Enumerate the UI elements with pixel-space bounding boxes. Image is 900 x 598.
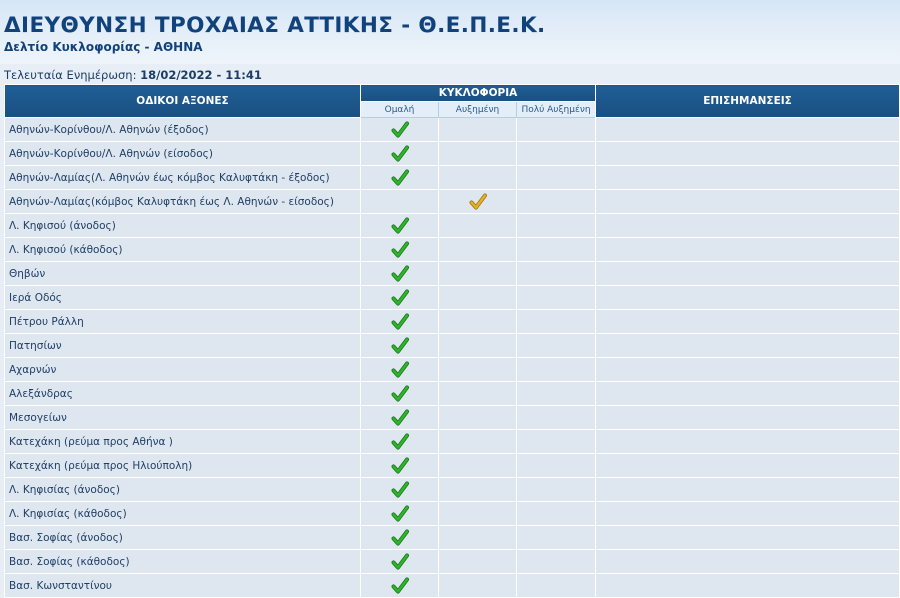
traffic-cell-very-increased — [517, 262, 596, 286]
green-check-icon — [391, 337, 409, 355]
table-row — [5, 382, 900, 406]
notes-cell — [596, 262, 900, 286]
road-axis-name: Λ. Κηφισίας (άνοδος) — [5, 478, 361, 502]
traffic-cell-very-increased — [517, 310, 596, 334]
notes-cell — [596, 142, 900, 166]
table-row — [5, 238, 900, 262]
green-check-icon — [391, 457, 409, 475]
table-row — [5, 190, 900, 214]
notes-cell — [596, 286, 900, 310]
last-update-label: Τελευταία Ενημέρωση: — [4, 68, 137, 82]
green-check-icon — [391, 577, 409, 595]
level-header-increased: Αυξημένη — [439, 102, 517, 118]
traffic-cell-normal — [361, 190, 439, 214]
traffic-cell-normal — [361, 166, 439, 190]
traffic-cell-very-increased — [517, 358, 596, 382]
column-header-notes: ΕΠΙΣΗΜΑΝΣΕΙΣ — [596, 85, 900, 118]
traffic-cell-normal — [361, 358, 439, 382]
table-row — [5, 310, 900, 334]
road-axis-name: Αθηνών-Κορίνθου/Λ. Αθηνών (είσοδος) — [5, 142, 361, 166]
traffic-cell-normal — [361, 214, 439, 238]
traffic-cell-very-increased — [517, 454, 596, 478]
notes-cell — [596, 238, 900, 262]
green-check-icon — [391, 289, 409, 307]
traffic-cell-increased — [439, 454, 517, 478]
table-row — [5, 142, 900, 166]
road-axis-name: Αθηνών-Κορίνθου/Λ. Αθηνών (έξοδος) — [5, 118, 361, 142]
table-row — [5, 214, 900, 238]
green-check-icon — [391, 313, 409, 331]
road-axis-name: Πατησίων — [5, 334, 361, 358]
column-header-axes: ΟΔΙΚΟΙ ΑΞΟΝΕΣ — [5, 85, 361, 118]
notes-cell — [596, 502, 900, 526]
notes-cell — [596, 382, 900, 406]
green-check-icon — [391, 217, 409, 235]
traffic-cell-increased — [439, 238, 517, 262]
traffic-cell-increased — [439, 430, 517, 454]
traffic-cell-normal — [361, 502, 439, 526]
green-check-icon — [391, 529, 409, 547]
road-axis-name: Βασ. Κωνσταντίνου — [5, 574, 361, 598]
table-row — [5, 286, 900, 310]
road-axis-name: Ιερά Οδός — [5, 286, 361, 310]
traffic-cell-increased — [439, 166, 517, 190]
traffic-cell-very-increased — [517, 142, 596, 166]
traffic-cell-normal — [361, 526, 439, 550]
notes-cell — [596, 406, 900, 430]
traffic-cell-normal — [361, 574, 439, 598]
green-check-icon — [391, 121, 409, 139]
traffic-cell-very-increased — [517, 502, 596, 526]
traffic-cell-increased — [439, 334, 517, 358]
last-update — [4, 68, 262, 82]
green-check-icon — [391, 409, 409, 427]
traffic-cell-normal — [361, 406, 439, 430]
traffic-cell-normal — [361, 262, 439, 286]
traffic-cell-normal — [361, 550, 439, 574]
road-axis-name: Μεσογείων — [5, 406, 361, 430]
green-check-icon — [391, 361, 409, 379]
table-row — [5, 454, 900, 478]
page-title: ΔΙΕΥΘΥΝΣΗ ΤΡΟΧΑΙΑΣ ΑΤΤΙΚΗΣ - Θ.Ε.Π.Ε.Κ. — [4, 13, 546, 38]
road-axis-name: Πέτρου Ράλλη — [5, 310, 361, 334]
traffic-cell-normal — [361, 430, 439, 454]
traffic-cell-increased — [439, 118, 517, 142]
traffic-cell-very-increased — [517, 286, 596, 310]
traffic-cell-very-increased — [517, 190, 596, 214]
table-row — [5, 334, 900, 358]
road-axis-name: Βασ. Σοφίας (άνοδος) — [5, 526, 361, 550]
table-row — [5, 262, 900, 286]
traffic-cell-very-increased — [517, 118, 596, 142]
traffic-cell-increased — [439, 406, 517, 430]
notes-cell — [596, 478, 900, 502]
green-check-icon — [391, 433, 409, 451]
traffic-cell-increased — [439, 526, 517, 550]
table-row — [5, 430, 900, 454]
traffic-cell-increased — [439, 478, 517, 502]
table-row — [5, 118, 900, 142]
table-row — [5, 574, 900, 598]
notes-cell — [596, 190, 900, 214]
yellow-check-icon — [469, 193, 487, 211]
traffic-cell-normal — [361, 382, 439, 406]
notes-cell — [596, 550, 900, 574]
road-axis-name: Αχαρνών — [5, 358, 361, 382]
traffic-cell-very-increased — [517, 382, 596, 406]
traffic-cell-very-increased — [517, 550, 596, 574]
road-axis-name: Αθηνών-Λαμίας(Λ. Αθηνών έως κόμβος Καλυφτάκη - έξοδος) — [5, 166, 361, 190]
road-axis-name: Λ. Κηφισού (κάθοδος) — [5, 238, 361, 262]
green-check-icon — [391, 169, 409, 187]
traffic-cell-increased — [439, 574, 517, 598]
traffic-cell-normal — [361, 286, 439, 310]
notes-cell — [596, 358, 900, 382]
road-axis-name: Λ. Κηφισού (άνοδος) — [5, 214, 361, 238]
notes-cell — [596, 430, 900, 454]
notes-cell — [596, 118, 900, 142]
traffic-cell-very-increased — [517, 166, 596, 190]
traffic-cell-increased — [439, 286, 517, 310]
notes-cell — [596, 334, 900, 358]
traffic-table — [4, 84, 900, 598]
traffic-cell-increased — [439, 142, 517, 166]
table-row — [5, 502, 900, 526]
notes-cell — [596, 310, 900, 334]
road-axis-name: Βασ. Σοφίας (κάθοδος) — [5, 550, 361, 574]
table-row — [5, 406, 900, 430]
notes-cell — [596, 166, 900, 190]
traffic-cell-very-increased — [517, 574, 596, 598]
column-header-traffic: ΚΥΚΛΟΦΟΡΙΑ — [361, 85, 596, 102]
road-axis-name: Κατεχάκη (ρεύμα προς Ηλιούπολη) — [5, 454, 361, 478]
last-update-value: 18/02/2022 - 11:41 — [140, 68, 262, 82]
traffic-cell-very-increased — [517, 334, 596, 358]
green-check-icon — [391, 481, 409, 499]
traffic-cell-increased — [439, 310, 517, 334]
traffic-cell-very-increased — [517, 214, 596, 238]
traffic-cell-normal — [361, 238, 439, 262]
traffic-cell-very-increased — [517, 430, 596, 454]
traffic-cell-very-increased — [517, 238, 596, 262]
road-axis-name: Αλεξάνδρας — [5, 382, 361, 406]
green-check-icon — [391, 385, 409, 403]
traffic-cell-normal — [361, 334, 439, 358]
level-header-normal: Ομαλή — [361, 102, 439, 118]
traffic-cell-increased — [439, 262, 517, 286]
notes-cell — [596, 574, 900, 598]
notes-cell — [596, 526, 900, 550]
table-row — [5, 526, 900, 550]
page-subtitle: Δελτίο Κυκλοφορίας - ΑΘΗΝΑ — [4, 40, 203, 54]
green-check-icon — [391, 145, 409, 163]
traffic-cell-normal — [361, 454, 439, 478]
road-axis-name: Θηβών — [5, 262, 361, 286]
road-axis-name: Λ. Κηφισίας (κάθοδος) — [5, 502, 361, 526]
level-header-very-increased: Πολύ Αυξημένη — [517, 102, 596, 118]
traffic-cell-normal — [361, 478, 439, 502]
road-axis-name: Αθηνών-Λαμίας(κόμβος Καλυφτάκη έως Λ. Αθηνών - είσοδος) — [5, 190, 361, 214]
table-row — [5, 166, 900, 190]
traffic-cell-increased — [439, 382, 517, 406]
traffic-cell-increased — [439, 550, 517, 574]
road-axis-name: Κατεχάκη (ρεύμα προς Αθήνα ) — [5, 430, 361, 454]
table-row — [5, 550, 900, 574]
traffic-cell-increased — [439, 190, 517, 214]
green-check-icon — [391, 241, 409, 259]
green-check-icon — [391, 265, 409, 283]
table-row — [5, 478, 900, 502]
traffic-cell-normal — [361, 142, 439, 166]
table-row — [5, 358, 900, 382]
traffic-cell-very-increased — [517, 406, 596, 430]
traffic-cell-very-increased — [517, 478, 596, 502]
traffic-cell-normal — [361, 118, 439, 142]
traffic-cell-normal — [361, 310, 439, 334]
traffic-cell-increased — [439, 214, 517, 238]
traffic-cell-increased — [439, 502, 517, 526]
green-check-icon — [391, 505, 409, 523]
traffic-cell-very-increased — [517, 526, 596, 550]
green-check-icon — [391, 553, 409, 571]
traffic-cell-increased — [439, 358, 517, 382]
notes-cell — [596, 454, 900, 478]
notes-cell — [596, 214, 900, 238]
page-header — [0, 0, 900, 64]
